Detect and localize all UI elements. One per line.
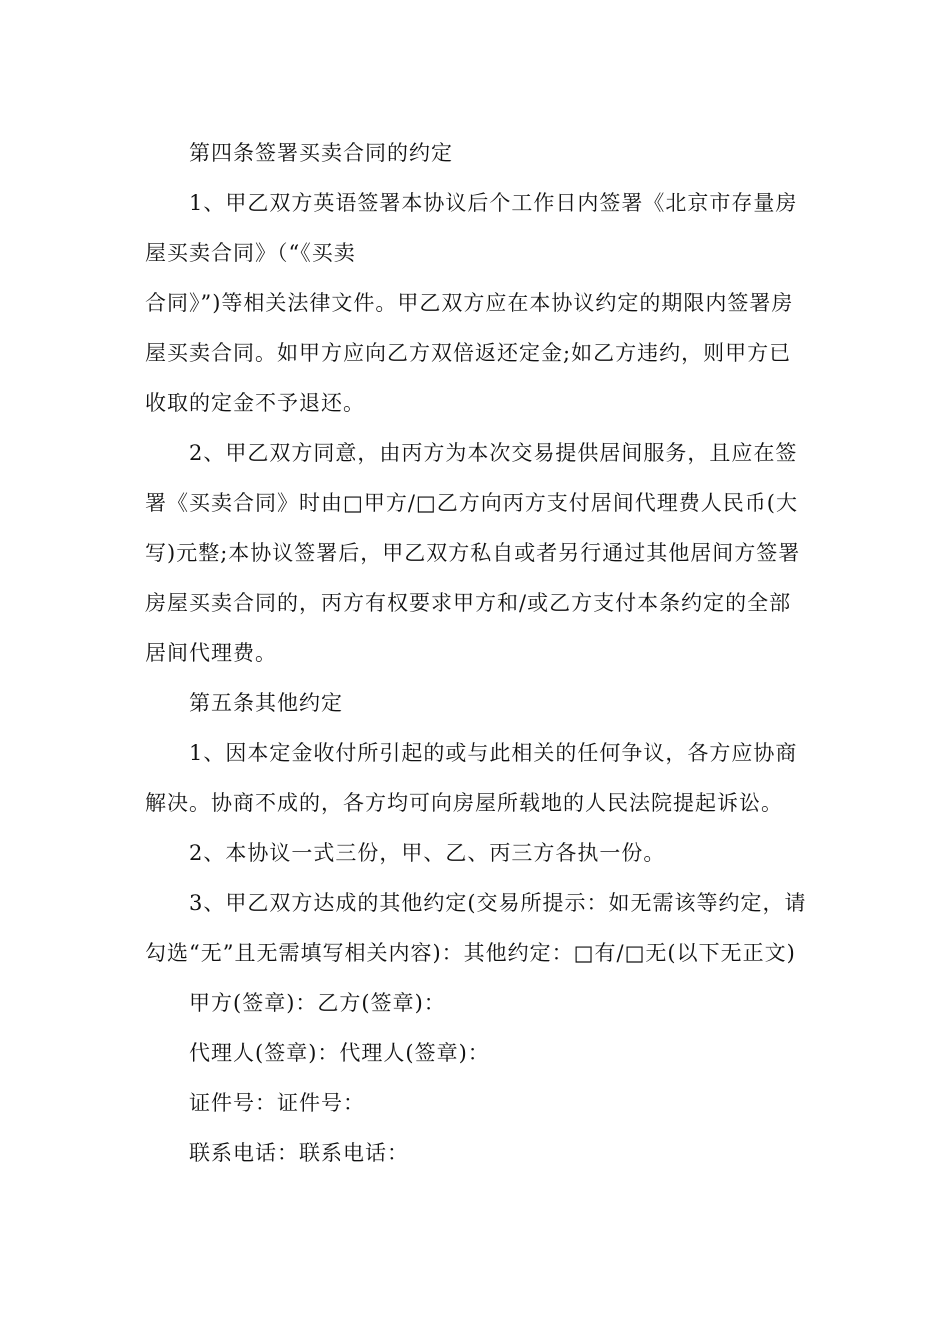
document-body: [145, 128, 810, 1178]
signature-party-line: 甲方(签章)：乙方(签章)：: [189, 991, 446, 1015]
article5-title: 第五条其他约定: [189, 691, 343, 715]
article4-title: 第四条签署买卖合同的约定: [189, 141, 453, 165]
article5-item3: 3、甲乙双方达成的其他约定(交易所提示：如无需该等约定，请勾选“无”且无需填写相关内容)：其他约定：□有/□无(以下无正文): [145, 891, 807, 965]
article5-item1: 1、因本定金收付所引起的或与此相关的任何争议，各方应协商解决。协商不成的，各方均可向房屋所载地的人民法院提起诉讼。: [145, 741, 798, 815]
article4-item1: 1、甲乙双方英语签署本协议后个工作日内签署《北京市存量房屋买卖合同》（“《买卖: [145, 191, 798, 265]
article5-item2: 2、本协议一式三份，甲、乙、丙三方各执一份。: [189, 841, 666, 865]
signature-agent-line: 代理人(签章)：代理人(签章)：: [189, 1041, 490, 1065]
article4-item2: 2、甲乙双方同意，由丙方为本次交易提供居间服务，且应在签署《买卖合同》时由□甲方/□乙方向丙方支付居间代理费人民币(大写)元整;本协议签署后，甲乙双方私自或者另行通过其他居间方签署房屋买卖合同的，丙方有权要求甲方和/或乙方支付本条约定的全部居间代理费。: [145, 441, 801, 665]
signature-id-line: 证件号：证件号：: [189, 1091, 365, 1115]
article4-item1-continued: 合同》”)等相关法律文件。甲乙双方应在本协议约定的期限内签署房屋买卖合同。如甲方应向乙方双倍返还定金;如乙方违约，则甲方已收取的定金不予退还。: [145, 291, 794, 415]
signature-phone-line: 联系电话：联系电话：: [189, 1141, 409, 1165]
